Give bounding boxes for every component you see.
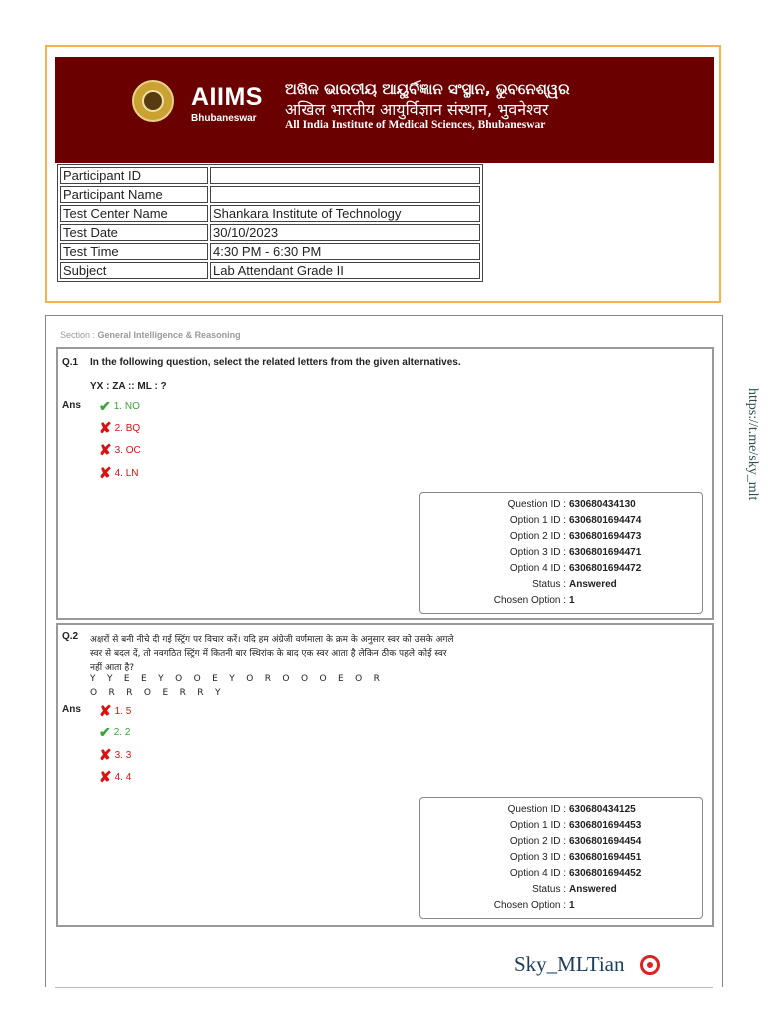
meta-value: 630680434130 xyxy=(569,499,636,510)
cross-icon: ✘ xyxy=(99,442,112,459)
cross-icon: ✘ xyxy=(99,703,112,720)
info-key: Participant Name xyxy=(60,186,208,203)
info-key: Test Date xyxy=(60,224,208,241)
footer-brand: Sky_MLTian xyxy=(514,952,625,976)
meta-row xyxy=(420,497,702,513)
footer-divider xyxy=(55,987,713,988)
meta-row xyxy=(420,802,702,818)
option-4 xyxy=(99,768,131,786)
target-icon xyxy=(640,955,660,975)
section-label xyxy=(60,330,241,340)
meta-value: 6306801694452 xyxy=(569,868,642,879)
info-value: 4:30 PM - 6:30 PM xyxy=(210,243,480,260)
meta-label: Status : xyxy=(532,579,566,590)
option-3 xyxy=(99,441,141,459)
meta-value: 1 xyxy=(569,900,575,911)
info-key: Participant ID xyxy=(60,167,208,184)
option-1 xyxy=(99,702,131,720)
meta-row xyxy=(420,529,702,545)
brand-city: Bhubaneswar xyxy=(191,113,257,124)
cross-icon: ✘ xyxy=(99,465,112,482)
meta-value: 6306801694454 xyxy=(569,836,642,847)
option-label: 1. 5 xyxy=(114,705,132,717)
ans-label: Ans xyxy=(62,400,81,411)
question-text-line: स्वर से बदल दें, तो नवगठित स्ट्रिंग में कितनी बार स्थिरांक के बाद एक स्वर आता है लेकिन ठीक पहले कोई स्वर xyxy=(90,649,447,659)
info-key: Test Time xyxy=(60,243,208,260)
meta-label: Question ID : xyxy=(507,804,566,815)
section-prefix: Section : xyxy=(60,330,98,340)
question-number: Q.2 xyxy=(62,631,79,642)
meta-value: 6306801694453 xyxy=(569,820,642,831)
meta-row xyxy=(420,882,702,898)
option-3 xyxy=(99,746,131,764)
option-label: 2. BQ xyxy=(114,422,141,434)
option-2 xyxy=(99,419,140,437)
option-label: 3. 3 xyxy=(114,749,132,761)
meta-label: Option 1 ID : xyxy=(509,515,566,526)
institute-name-english: All India Institute of Medical Sciences, Bhubaneswar xyxy=(285,119,546,131)
meta-label: Status : xyxy=(532,884,566,895)
ans-label: Ans xyxy=(62,704,81,715)
option-label: 2. 2 xyxy=(113,727,131,738)
meta-value: 6306801694474 xyxy=(569,515,642,526)
meta-value: 6306801694451 xyxy=(569,852,642,863)
option-1 xyxy=(99,398,140,415)
participant-info-table xyxy=(57,164,483,282)
meta-label: Option 3 ID : xyxy=(509,547,566,558)
meta-row xyxy=(420,545,702,561)
institute-name-hindi: अखिल भारतीय आयुर्विज्ञान संस्थान, भुवनेश्वर xyxy=(285,100,549,119)
brand-name: AIIMS xyxy=(191,83,263,111)
question-text-line: नहीं आता है? xyxy=(90,663,135,673)
info-value: Shankara Institute of Technology xyxy=(210,205,480,222)
info-key: Test Center Name xyxy=(60,205,208,222)
option-2 xyxy=(99,724,130,741)
option-label: 4. LN xyxy=(114,467,139,479)
meta-row xyxy=(420,850,702,866)
table-row xyxy=(60,224,480,241)
question-meta-box xyxy=(419,797,703,919)
option-label: 3. OC xyxy=(114,444,141,456)
meta-row xyxy=(420,577,702,593)
cross-icon: ✘ xyxy=(99,420,112,437)
cross-icon: ✘ xyxy=(99,769,112,786)
meta-value: 6306801694471 xyxy=(569,547,642,558)
meta-row xyxy=(420,866,702,882)
meta-row xyxy=(420,561,702,577)
question-letter-string: O R R O E R R Y xyxy=(90,688,221,698)
info-value xyxy=(210,167,480,184)
meta-label: Option 2 ID : xyxy=(509,531,566,542)
meta-row xyxy=(420,513,702,529)
info-value: Lab Attendant Grade II xyxy=(210,262,480,279)
section-name: General Intelligence & Reasoning xyxy=(97,330,241,340)
question-number: Q.1 xyxy=(62,357,79,368)
table-row xyxy=(60,262,480,279)
question-letter-string: Y Y E E Y O O E Y O R O O O E O R xyxy=(90,674,380,684)
meta-label: Option 2 ID : xyxy=(509,836,566,847)
option-label: 1. NO xyxy=(113,401,140,412)
check-icon: ✔ xyxy=(99,398,111,414)
meta-label: Option 3 ID : xyxy=(509,852,566,863)
option-4 xyxy=(99,464,138,482)
table-row xyxy=(60,205,480,222)
institute-name-odia: ଅଖିଳ ଭାରତୀୟ ଆୟୁର୍ବିଜ୍ଞାନ ସଂସ୍ଥାନ, ଭୁବନେଶ୍ୱର xyxy=(285,80,570,98)
aiims-emblem-icon xyxy=(132,80,174,122)
question-meta-box xyxy=(419,492,703,614)
meta-row xyxy=(420,593,702,609)
option-label: 4. 4 xyxy=(114,771,132,783)
meta-value: Answered xyxy=(569,884,617,895)
meta-row xyxy=(420,834,702,850)
info-value: 30/10/2023 xyxy=(210,224,480,241)
meta-row xyxy=(420,818,702,834)
info-value xyxy=(210,186,480,203)
question-text-line: अक्षरों से बनी नीचे दी गई स्ट्रिंग पर विचार करें। यदि हम अंग्रेजी वर्णमाला के क्रम के अनुसार स्वर को उसके अगले xyxy=(90,635,454,645)
meta-value: Answered xyxy=(569,579,617,590)
table-row xyxy=(60,167,480,184)
info-key: Subject xyxy=(60,262,208,279)
meta-label: Option 4 ID : xyxy=(509,563,566,574)
meta-value: 6306801694472 xyxy=(569,563,642,574)
meta-row xyxy=(420,898,702,914)
meta-label: Chosen Option : xyxy=(493,595,566,606)
meta-value: 1 xyxy=(569,595,575,606)
meta-label: Option 4 ID : xyxy=(509,868,566,879)
check-icon: ✔ xyxy=(99,724,111,740)
table-row xyxy=(60,186,480,203)
meta-value: 630680434125 xyxy=(569,804,636,815)
meta-label: Question ID : xyxy=(507,499,566,510)
table-row xyxy=(60,243,480,260)
meta-value: 6306801694473 xyxy=(569,531,642,542)
meta-label: Option 1 ID : xyxy=(509,820,566,831)
question-sub: YX : ZA :: ML : ? xyxy=(90,381,167,392)
question-text: In the following question, select the related letters from the given alternatives. xyxy=(90,357,461,368)
telegram-link[interactable]: https://t.me/sky_mlt xyxy=(745,388,760,501)
cross-icon: ✘ xyxy=(99,747,112,764)
meta-label: Chosen Option : xyxy=(493,900,566,911)
